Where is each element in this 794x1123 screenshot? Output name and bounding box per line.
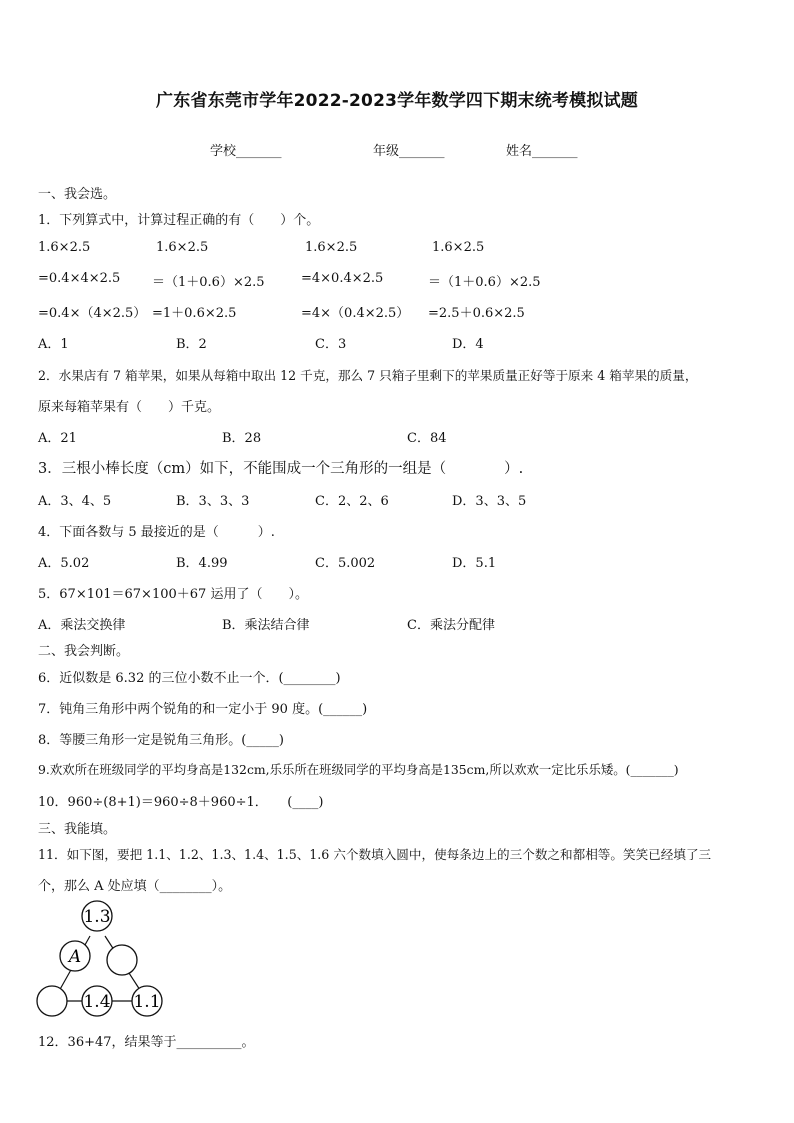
q1-option-b: B．2	[176, 337, 207, 352]
q1-calc-b-line-3: =1＋0.6×2.5	[152, 306, 237, 321]
q1-option-c: C．3	[315, 337, 347, 352]
question-4-stem: 4．下面各数与 5 最接近的是（ ）.	[38, 525, 275, 540]
circle-right-mid	[107, 945, 137, 975]
q1-option-a: A．1	[38, 337, 69, 352]
q1-calc-c-line-1: 1.6×2.5	[305, 240, 358, 255]
circle-bottom-left	[37, 986, 67, 1016]
q5-option-c: C．乘法分配律	[407, 618, 495, 633]
q3-option-c: C．2、2、6	[315, 494, 389, 509]
name-field: 姓名_______	[506, 144, 578, 159]
q4-option-d: D．5.1	[452, 556, 497, 571]
question-2-stem-line-2: 原来每箱苹果有（ ）千克。	[38, 400, 221, 415]
q2-option-c: C．84	[407, 431, 447, 446]
q1-calc-d-line-1: 1.6×2.5	[432, 240, 485, 255]
q1-calc-d-line-3: =2.5＋0.6×2.5	[428, 306, 525, 321]
question-2-stem-line-1: 2．水果店有 7 箱苹果，如果从每箱中取出 12 千克，那么 7 只箱子里剩下的苹果质量正好等于原来 4 箱苹果的质量，	[38, 368, 698, 383]
q1-calc-a-line-1: 1.6×2.5	[38, 240, 91, 255]
circle-a-label: A	[68, 947, 82, 967]
question-5-stem: 5．67×101＝67×100＋67 运用了（ ）。	[38, 587, 308, 602]
q4-option-c: C．5.002	[315, 556, 376, 571]
q3-option-d: D．3、3、5	[452, 494, 527, 509]
section-heading-judge: 二、我会判断。	[38, 644, 130, 659]
question-7: 7．钝角三角形中两个锐角的和一定小于 90 度。(______)	[38, 702, 368, 717]
section-heading-choice: 一、我会选。	[38, 187, 117, 202]
q2-option-a: A．21	[38, 431, 77, 446]
section-heading-fill: 三、我能填。	[38, 822, 117, 837]
q1-calc-a-line-3: =0.4×（4×2.5）	[38, 306, 147, 321]
grade-field: 年级_______	[373, 144, 445, 159]
question-3-stem: 3．三根小棒长度（cm）如下，不能围成一个三角形的一组是（ ）.	[38, 461, 524, 477]
q1-calc-c-line-2: =4×0.4×2.5	[301, 271, 384, 286]
q1-option-d: D．4	[452, 337, 484, 352]
q3-option-b: B．3、3、3	[176, 494, 250, 509]
question-10: 10．960÷(8+1)＝960÷8＋960÷1． (____)	[38, 795, 324, 810]
question-1-stem: 1．下列算式中，计算过程正确的有（ ）个。	[38, 213, 320, 228]
question-11-stem-line-2: 个，那么 A 处应填（________）。	[38, 879, 232, 894]
question-12: 12．36+47，结果等于__________。	[38, 1035, 255, 1050]
question-6: 6．近似数是 6.32 的三位小数不止一个．(________)	[38, 671, 341, 686]
circle-top-label: 1.3	[83, 907, 111, 927]
school-field: 学校_______	[210, 144, 282, 159]
circle-bottom-mid-label: 1.4	[83, 992, 111, 1012]
circle-triangle-figure	[30, 898, 170, 1022]
q2-option-b: B．28	[222, 431, 262, 446]
q1-calc-d-line-2: ＝（1＋0.6）×2.5	[428, 275, 541, 290]
q1-calc-b-line-1: 1.6×2.5	[156, 240, 209, 255]
question-9: 9.欢欢所在班级同学的平均身高是132cm,乐乐所在班级同学的平均身高是135cm,所以欢欢一定比乐乐矮。(_______)	[38, 762, 679, 777]
q1-calc-b-line-2: ＝（1＋0.6）×2.5	[152, 275, 265, 290]
question-11-stem-line-1: 11．如下图，要把 1.1、1.2、1.3、1.4、1.5、1.6 六个数填入圆中，使每条边上的三个数之和都相等。笑笑已经填了三	[38, 847, 712, 862]
q5-option-b: B．乘法结合律	[222, 618, 310, 633]
q5-option-a: A．乘法交换律	[38, 618, 126, 633]
page-title: 广东省东莞市学年2022-2023学年数学四下期末统考模拟试题	[156, 91, 638, 111]
q1-calc-c-line-3: =4×（0.4×2.5）	[301, 306, 410, 321]
q3-option-a: A．3、4、5	[38, 494, 112, 509]
q1-calc-a-line-2: =0.4×4×2.5	[38, 271, 121, 286]
question-8: 8．等腰三角形一定是锐角三角形。(_____)	[38, 733, 284, 748]
q4-option-b: B．4.99	[176, 556, 228, 571]
q4-option-a: A．5.02	[38, 556, 90, 571]
circle-bottom-right-label: 1.1	[133, 992, 161, 1012]
